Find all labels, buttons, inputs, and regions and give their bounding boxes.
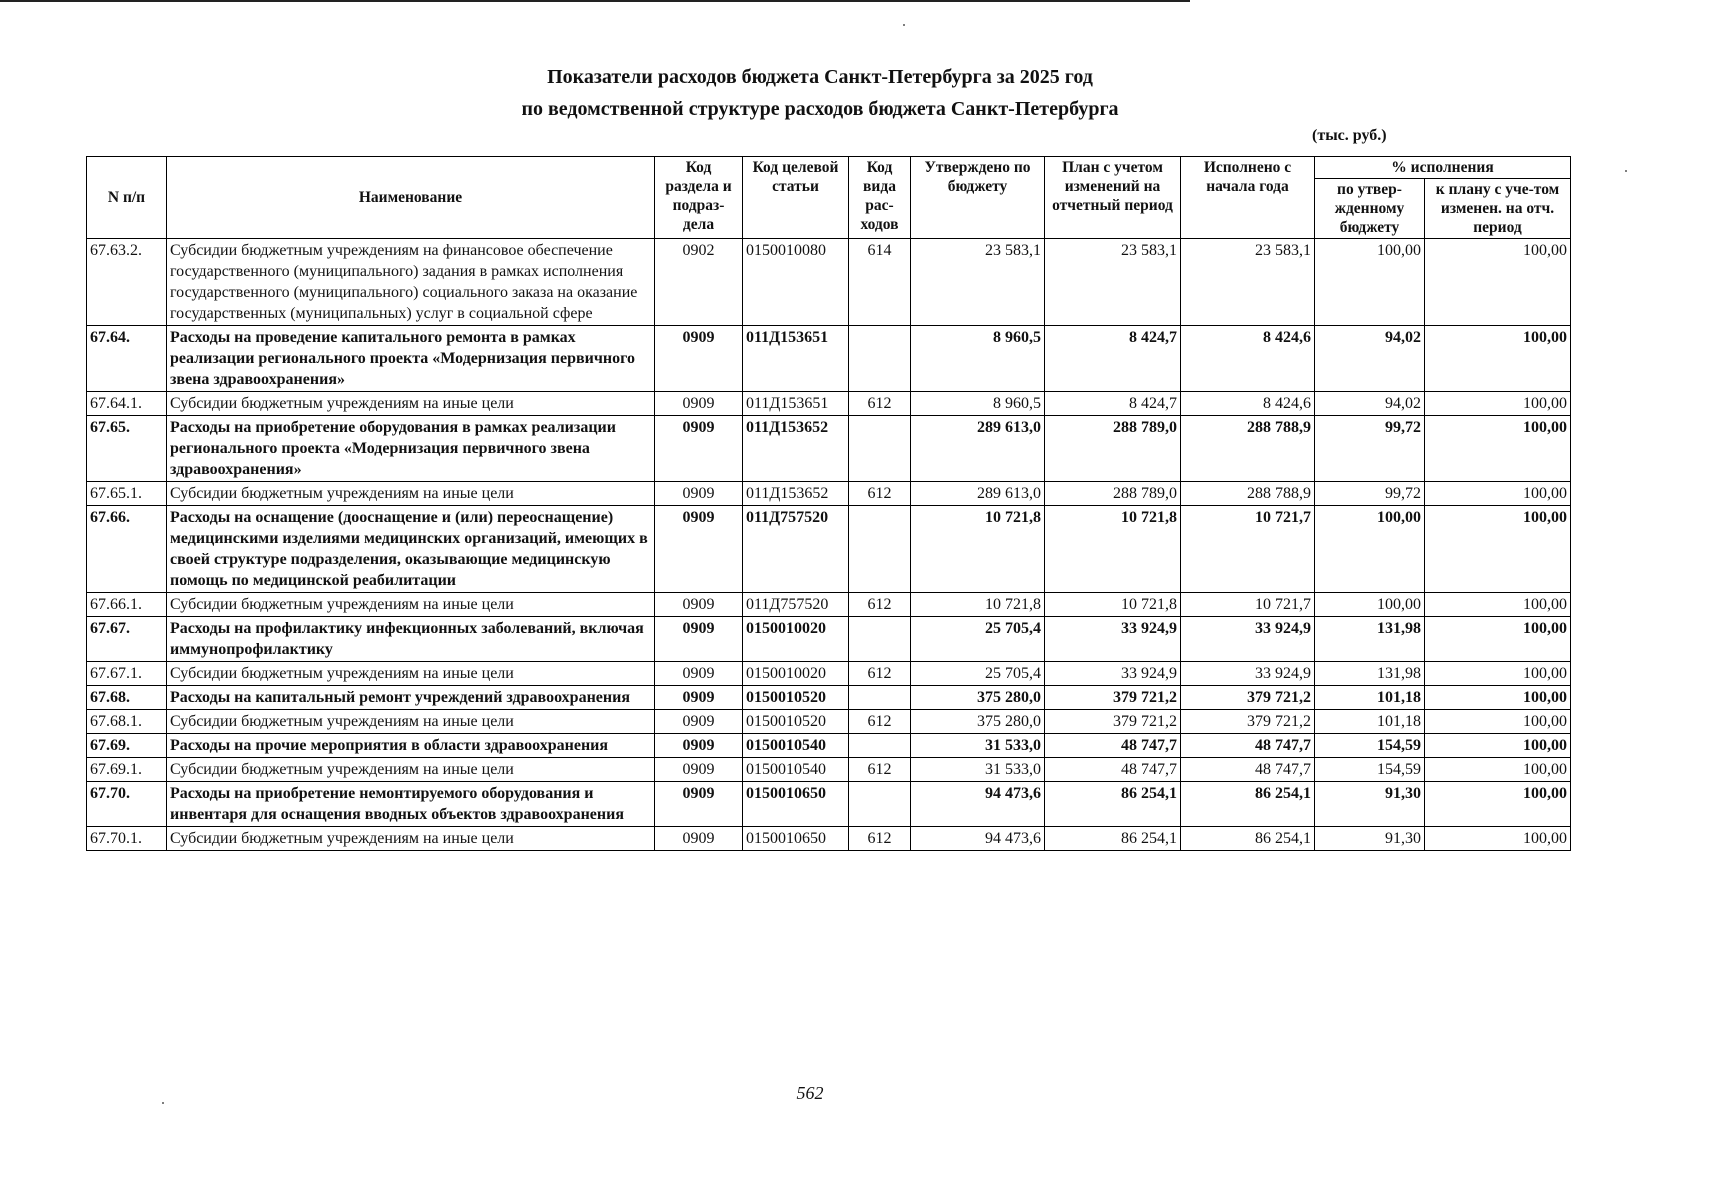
row-pct-approved: 100,00 <box>1315 239 1425 326</box>
row-executed: 33 924,9 <box>1181 662 1315 686</box>
row-approved: 94 473,6 <box>911 827 1045 851</box>
row-plan: 86 254,1 <box>1045 782 1181 827</box>
row-number: 67.68.1. <box>87 710 167 734</box>
row-plan: 48 747,7 <box>1045 758 1181 782</box>
row-pct-plan: 100,00 <box>1425 710 1571 734</box>
row-name: Субсидии бюджетным учреждениям на иные цели <box>167 710 655 734</box>
row-approved: 31 533,0 <box>911 758 1045 782</box>
row-pct-plan: 100,00 <box>1425 392 1571 416</box>
row-pct-plan: 100,00 <box>1425 734 1571 758</box>
header-plan: План с учетом изменений на отчетный период <box>1045 157 1181 239</box>
row-approved: 375 280,0 <box>911 686 1045 710</box>
row-pct-approved: 91,30 <box>1315 782 1425 827</box>
row-number: 67.64.1. <box>87 392 167 416</box>
row-pct-approved: 101,18 <box>1315 710 1425 734</box>
row-executed: 379 721,2 <box>1181 686 1315 710</box>
table-row <box>87 827 1571 851</box>
row-razdel-code: 0909 <box>655 482 743 506</box>
row-razdel-code: 0909 <box>655 392 743 416</box>
row-plan: 288 789,0 <box>1045 482 1181 506</box>
row-plan: 379 721,2 <box>1045 710 1181 734</box>
row-vid-code <box>849 326 911 392</box>
row-name: Расходы на приобретение немонтируемого оборудования и инвентаря для оснащения вводных объектов здравоохранения <box>167 782 655 827</box>
row-pct-plan: 100,00 <box>1425 506 1571 593</box>
row-pct-plan: 100,00 <box>1425 686 1571 710</box>
row-approved: 289 613,0 <box>911 416 1045 482</box>
row-pct-plan: 100,00 <box>1425 758 1571 782</box>
row-executed: 23 583,1 <box>1181 239 1315 326</box>
row-pct-approved: 94,02 <box>1315 392 1425 416</box>
row-approved: 94 473,6 <box>911 782 1045 827</box>
row-name: Субсидии бюджетным учреждениям на иные цели <box>167 392 655 416</box>
row-name: Субсидии бюджетным учреждениям на иные цели <box>167 662 655 686</box>
row-number: 67.67.1. <box>87 662 167 686</box>
row-executed: 10 721,7 <box>1181 593 1315 617</box>
scan-speck <box>1625 170 1627 172</box>
row-pct-approved: 91,30 <box>1315 827 1425 851</box>
budget-table <box>86 156 1571 851</box>
row-plan: 33 924,9 <box>1045 662 1181 686</box>
row-razdel-code: 0909 <box>655 758 743 782</box>
row-pct-approved: 101,18 <box>1315 686 1425 710</box>
row-number: 67.69. <box>87 734 167 758</box>
row-pct-approved: 99,72 <box>1315 416 1425 482</box>
row-number: 67.65.1. <box>87 482 167 506</box>
row-vid-code <box>849 506 911 593</box>
units-label: (тыс. руб.) <box>1312 127 1387 144</box>
header-vid: Код вида рас-ходов <box>849 157 911 239</box>
scan-top-edge-line <box>0 0 1190 2</box>
row-statya-code: 0150010650 <box>743 782 849 827</box>
table-row <box>87 392 1571 416</box>
row-number: 67.65. <box>87 416 167 482</box>
header-pct-plan: к плану с уче-том изменен. на отч. период <box>1425 179 1571 239</box>
row-pct-approved: 94,02 <box>1315 326 1425 392</box>
header-razdel: Код раздела и подраз-дела <box>655 157 743 239</box>
row-razdel-code: 0909 <box>655 710 743 734</box>
row-number: 67.63.2. <box>87 239 167 326</box>
row-pct-plan: 100,00 <box>1425 827 1571 851</box>
row-pct-approved: 100,00 <box>1315 593 1425 617</box>
header-pct-utv: по утвер-жденному бюджету <box>1315 179 1425 239</box>
row-name: Субсидии бюджетным учреждениям на финансовое обеспечение государственного (муниципального) задания в рамках исполнения государственного (муниципального) социального заказа на оказание государственных (муниципальных) услуг в социальной сфере <box>167 239 655 326</box>
row-razdel-code: 0902 <box>655 239 743 326</box>
row-pct-plan: 100,00 <box>1425 617 1571 662</box>
row-razdel-code: 0909 <box>655 506 743 593</box>
row-number: 67.64. <box>87 326 167 392</box>
row-executed: 10 721,7 <box>1181 506 1315 593</box>
row-approved: 289 613,0 <box>911 482 1045 506</box>
row-executed: 379 721,2 <box>1181 710 1315 734</box>
row-razdel-code: 0909 <box>655 416 743 482</box>
row-approved: 23 583,1 <box>911 239 1045 326</box>
table-row <box>87 482 1571 506</box>
row-statya-code: 011Д757520 <box>743 506 849 593</box>
row-statya-code: 011Д757520 <box>743 593 849 617</box>
row-executed: 8 424,6 <box>1181 392 1315 416</box>
table-header <box>87 157 1571 239</box>
row-vid-code <box>849 734 911 758</box>
table-body <box>87 239 1571 851</box>
row-executed: 8 424,6 <box>1181 326 1315 392</box>
header-utv: Утверждено по бюджету <box>911 157 1045 239</box>
row-pct-plan: 100,00 <box>1425 326 1571 392</box>
header-n: N п/п <box>87 157 167 239</box>
table-row <box>87 617 1571 662</box>
row-number: 67.66. <box>87 506 167 593</box>
row-vid-code <box>849 782 911 827</box>
row-vid-code: 612 <box>849 482 911 506</box>
row-approved: 31 533,0 <box>911 734 1045 758</box>
row-approved: 8 960,5 <box>911 392 1045 416</box>
row-vid-code: 612 <box>849 827 911 851</box>
row-statya-code: 0150010540 <box>743 734 849 758</box>
table-row <box>87 686 1571 710</box>
row-executed: 48 747,7 <box>1181 758 1315 782</box>
row-pct-plan: 100,00 <box>1425 782 1571 827</box>
header-isp: Исполнено с начала года <box>1181 157 1315 239</box>
row-vid-code: 612 <box>849 662 911 686</box>
row-statya-code: 0150010020 <box>743 617 849 662</box>
row-plan: 8 424,7 <box>1045 326 1181 392</box>
table-row <box>87 734 1571 758</box>
header-pct-group: % исполнения <box>1315 157 1571 179</box>
row-razdel-code: 0909 <box>655 734 743 758</box>
row-approved: 8 960,5 <box>911 326 1045 392</box>
header-statya: Код целевой статьи <box>743 157 849 239</box>
row-number: 67.70.1. <box>87 827 167 851</box>
row-vid-code <box>849 416 911 482</box>
row-statya-code: 011Д153651 <box>743 326 849 392</box>
row-number: 67.69.1. <box>87 758 167 782</box>
document-subtitle: по ведомственной структуре расходов бюджета Санкт-Петербурга <box>521 98 1119 120</box>
row-vid-code <box>849 686 911 710</box>
row-pct-approved: 99,72 <box>1315 482 1425 506</box>
document-title: Показатели расходов бюджета Санкт-Петербурга за 2025 год <box>547 66 1093 88</box>
row-number: 67.70. <box>87 782 167 827</box>
row-statya-code: 011Д153651 <box>743 392 849 416</box>
row-statya-code: 011Д153652 <box>743 482 849 506</box>
row-pct-plan: 100,00 <box>1425 416 1571 482</box>
row-name: Расходы на оснащение (дооснащение и (или) переоснащение) медицинскими изделиями медицинских организаций, имеющих в своей структуре подразделения, оказывающие медицинскую помощь по медицинской реабилитации <box>167 506 655 593</box>
row-razdel-code: 0909 <box>655 593 743 617</box>
row-vid-code: 612 <box>849 710 911 734</box>
row-vid-code: 612 <box>849 593 911 617</box>
row-pct-approved: 131,98 <box>1315 617 1425 662</box>
table-row <box>87 593 1571 617</box>
row-pct-plan: 100,00 <box>1425 593 1571 617</box>
row-name: Субсидии бюджетным учреждениям на иные цели <box>167 758 655 782</box>
scan-speck <box>903 24 905 26</box>
row-executed: 33 924,9 <box>1181 617 1315 662</box>
row-executed: 288 788,9 <box>1181 416 1315 482</box>
row-number: 67.66.1. <box>87 593 167 617</box>
row-executed: 48 747,7 <box>1181 734 1315 758</box>
row-number: 67.67. <box>87 617 167 662</box>
table-row <box>87 416 1571 482</box>
row-plan: 379 721,2 <box>1045 686 1181 710</box>
row-statya-code: 011Д153652 <box>743 416 849 482</box>
row-statya-code: 0150010080 <box>743 239 849 326</box>
row-executed: 288 788,9 <box>1181 482 1315 506</box>
table-row <box>87 782 1571 827</box>
row-name: Расходы на приобретение оборудования в рамках реализации регионального проекта «Модернизация первичного звена здравоохранения» <box>167 416 655 482</box>
row-name: Расходы на капитальный ремонт учреждений здравоохранения <box>167 686 655 710</box>
page-number: 562 <box>796 1083 824 1103</box>
table-row <box>87 710 1571 734</box>
row-pct-approved: 100,00 <box>1315 506 1425 593</box>
row-plan: 48 747,7 <box>1045 734 1181 758</box>
row-razdel-code: 0909 <box>655 326 743 392</box>
header-name: Наименование <box>167 157 655 239</box>
table-row <box>87 239 1571 326</box>
row-pct-approved: 131,98 <box>1315 662 1425 686</box>
row-name: Расходы на прочие мероприятия в области здравоохранения <box>167 734 655 758</box>
row-approved: 25 705,4 <box>911 662 1045 686</box>
row-pct-plan: 100,00 <box>1425 482 1571 506</box>
row-statya-code: 0150010650 <box>743 827 849 851</box>
table-row <box>87 326 1571 392</box>
row-executed: 86 254,1 <box>1181 827 1315 851</box>
row-name: Субсидии бюджетным учреждениям на иные цели <box>167 593 655 617</box>
row-pct-plan: 100,00 <box>1425 662 1571 686</box>
row-statya-code: 0150010020 <box>743 662 849 686</box>
row-statya-code: 0150010520 <box>743 710 849 734</box>
row-approved: 10 721,8 <box>911 593 1045 617</box>
row-vid-code <box>849 617 911 662</box>
row-plan: 288 789,0 <box>1045 416 1181 482</box>
table-row <box>87 662 1571 686</box>
row-statya-code: 0150010520 <box>743 686 849 710</box>
row-name: Субсидии бюджетным учреждениям на иные цели <box>167 827 655 851</box>
row-razdel-code: 0909 <box>655 662 743 686</box>
row-vid-code: 612 <box>849 392 911 416</box>
row-plan: 10 721,8 <box>1045 506 1181 593</box>
row-razdel-code: 0909 <box>655 782 743 827</box>
row-approved: 375 280,0 <box>911 710 1045 734</box>
table-row <box>87 758 1571 782</box>
row-approved: 10 721,8 <box>911 506 1045 593</box>
row-executed: 86 254,1 <box>1181 782 1315 827</box>
row-plan: 86 254,1 <box>1045 827 1181 851</box>
row-plan: 33 924,9 <box>1045 617 1181 662</box>
table-row <box>87 506 1571 593</box>
row-statya-code: 0150010540 <box>743 758 849 782</box>
row-plan: 10 721,8 <box>1045 593 1181 617</box>
row-pct-plan: 100,00 <box>1425 239 1571 326</box>
row-pct-approved: 154,59 <box>1315 758 1425 782</box>
row-vid-code: 614 <box>849 239 911 326</box>
scan-speck <box>162 1102 164 1104</box>
row-name: Субсидии бюджетным учреждениям на иные цели <box>167 482 655 506</box>
row-razdel-code: 0909 <box>655 686 743 710</box>
row-number: 67.68. <box>87 686 167 710</box>
row-name: Расходы на проведение капитального ремонта в рамках реализации регионального проекта «Модернизация первичного звена здравоохранения» <box>167 326 655 392</box>
row-plan: 8 424,7 <box>1045 392 1181 416</box>
row-razdel-code: 0909 <box>655 827 743 851</box>
row-pct-approved: 154,59 <box>1315 734 1425 758</box>
row-vid-code: 612 <box>849 758 911 782</box>
row-name: Расходы на профилактику инфекционных заболеваний, включая иммунопрофилактику <box>167 617 655 662</box>
row-plan: 23 583,1 <box>1045 239 1181 326</box>
row-razdel-code: 0909 <box>655 617 743 662</box>
row-approved: 25 705,4 <box>911 617 1045 662</box>
